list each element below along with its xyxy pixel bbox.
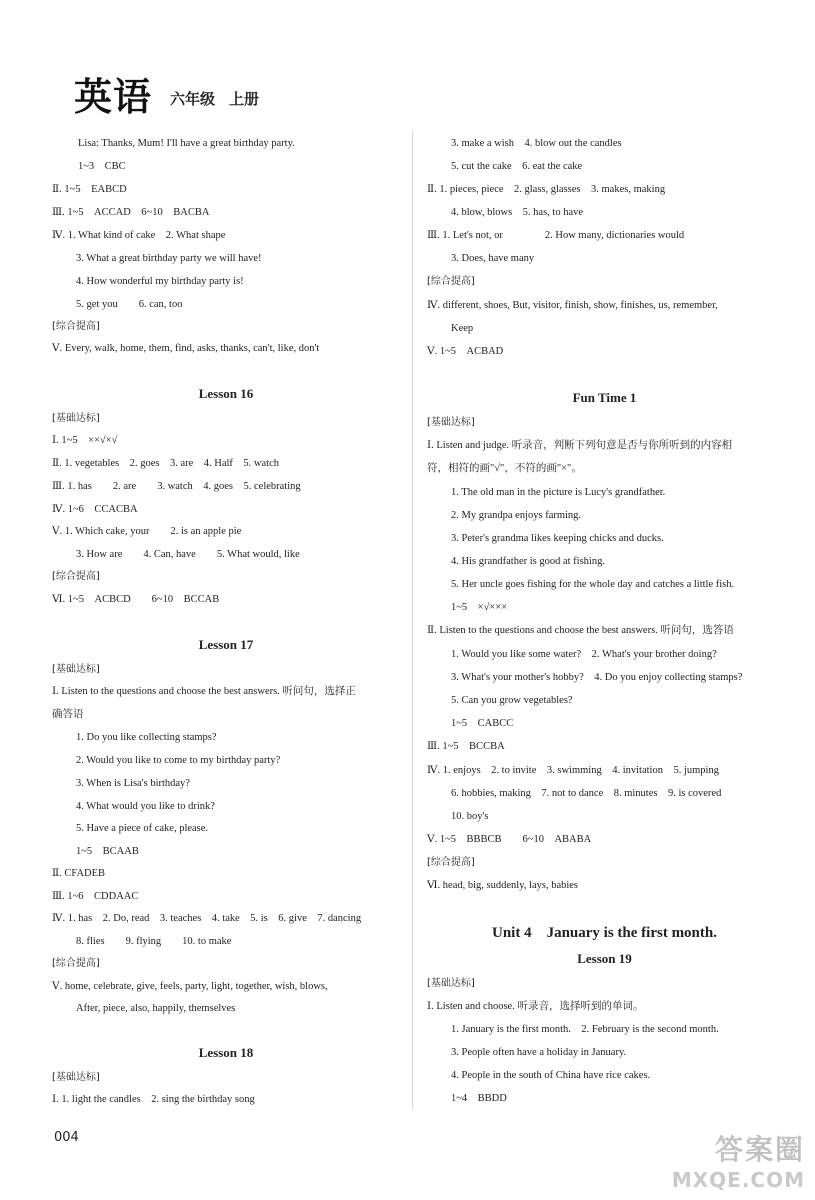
subject-title: 英语: [74, 75, 153, 119]
answer-line: 3. Does, have many: [451, 253, 535, 264]
answer-line: 4. What would you like to drink?: [76, 801, 215, 812]
answer-line: Ⅰ. 1. light the candles 2. sing the birthday song: [52, 1094, 255, 1105]
answer-line: 1~5 CABCC: [451, 718, 514, 729]
section-tag: [基础达标]: [52, 1072, 100, 1083]
answer-line: Ⅳ. 1. has 2. Do, read 3. teaches 4. take 5. is 6. give 7. dancing: [52, 913, 362, 924]
answer-line: 3. When is Lisa's birthday?: [76, 778, 190, 789]
answer-line: Ⅲ. 1~5 ACCAD 6~10 BACBA: [52, 207, 210, 218]
answer-line: Keep: [451, 323, 474, 334]
answer-line: 5. Have a piece of cake, please.: [76, 823, 209, 834]
answer-line: After, piece, also, happily, themselves: [76, 1003, 236, 1014]
answer-line: 8. flies 9. flying 10. to make: [76, 936, 232, 947]
column-divider: [412, 130, 413, 1110]
answer-line: 1. Do you like collecting stamps?: [76, 732, 217, 743]
section-tag: [基础达标]: [52, 664, 100, 675]
answer-line: Ⅴ. 1~5 ACBAD: [427, 346, 504, 357]
answer-line: 5. get you 6. can, too: [76, 299, 183, 310]
section-tag: [综合提高]: [52, 321, 100, 332]
answer-line: Ⅰ. Listen to the questions and choose the best answers. 听问句，选择正: [52, 686, 356, 697]
answer-line: Ⅲ. 1~6 CDDAAC: [52, 891, 139, 902]
answer-line: Ⅳ. different, shoes, But, visitor, finish, show, finishes, us, remember,: [427, 300, 718, 311]
answer-line: 1~5 ×√×××: [451, 602, 508, 613]
section-tag: [综合提高]: [52, 958, 100, 969]
answer-line: 1~3 CBC: [78, 161, 126, 172]
watermark: [672, 1128, 805, 1192]
answer-line: Ⅱ. 1. pieces, piece 2. glass, glasses 3. makes, making: [427, 184, 666, 195]
grade-label: [170, 88, 259, 109]
answer-line: 1~5 BCAAB: [76, 846, 139, 857]
answer-line: 1. January is the first month. 2. February is the second month.: [451, 1024, 719, 1035]
answer-line: 10. boy's: [451, 811, 489, 822]
answer-line: 5. cut the cake 6. eat the cake: [451, 161, 583, 172]
answer-line: Ⅲ. 1~5 BCCBA: [427, 741, 505, 752]
answer-line: 3. make a wish 4. blow out the candles: [451, 138, 622, 149]
answer-line: 确答语: [52, 709, 84, 720]
answer-line: Ⅴ. 1~5 BBBCB 6~10 ABABA: [427, 834, 592, 845]
answer-line: 3. How are 4. Can, have 5. What would, like: [76, 549, 300, 560]
answer-line: Ⅰ. 1~5 ××√×√: [52, 435, 118, 446]
answer-line: 1. Would you like some water? 2. What's your brother doing?: [451, 649, 717, 660]
answer-line: Ⅰ. Listen and choose. 听录音，选择听到的单词。: [427, 1001, 644, 1012]
answer-line: 2. My grandpa enjoys farming.: [451, 510, 582, 521]
page-number: 004: [54, 1130, 79, 1145]
page-header: [74, 66, 260, 119]
answer-line: Ⅱ. CFADEB: [52, 868, 106, 879]
answer-line: 3. Peter's grandma likes keeping chicks and ducks.: [451, 533, 664, 544]
answer-line: Ⅳ. 1. enjoys 2. to invite 3. swimming 4. invitation 5. jumping: [427, 765, 719, 776]
answer-line: 5. Can you grow vegetables?: [451, 695, 573, 706]
answer-line: Ⅱ. 1. vegetables 2. goes 3. are 4. Half 5. watch: [52, 458, 279, 469]
answer-line: Ⅲ. 1. Let's not, or 2. How many, dictionaries would: [427, 230, 685, 241]
lesson-heading: Fun Time 1: [572, 390, 637, 405]
answer-line: 2. Would you like to come to my birthday party?: [76, 755, 281, 766]
answer-line: Ⅴ. 1. Which cake, your 2. is an apple pie: [52, 526, 242, 537]
section-tag: [基础达标]: [52, 413, 100, 424]
answer-line: 5. Her uncle goes fishing for the whole day and catches a little fish.: [451, 579, 735, 590]
answer-line: 1~4 BBDD: [451, 1093, 507, 1104]
answer-line: 4. blow, blows 5. has, to have: [451, 207, 584, 218]
answer-line: Ⅱ. 1~5 EABCD: [52, 184, 127, 195]
answer-line: 3. People often have a holiday in January.: [451, 1047, 627, 1058]
unit-heading: Unit 4 January is the first month.: [491, 925, 717, 941]
answer-line: 符，相符的画"√"，不符的画"×"。: [427, 463, 582, 474]
lesson-heading: Lesson 19: [577, 951, 632, 966]
answer-line: Ⅰ. Listen and judge. 听录音，判断下列句意是否与你所听到的内容相: [427, 440, 733, 451]
answer-line: 3. What a great birthday party we will have!: [76, 253, 262, 264]
lesson-heading: Lesson 16: [198, 386, 254, 401]
answer-line: 1. The old man in the picture is Lucy's grandfather.: [451, 487, 666, 498]
section-tag: [基础达标]: [427, 978, 475, 989]
grade-text: 六年级: [170, 90, 216, 108]
answer-line: Ⅳ. 1~6 CCACBA: [52, 504, 138, 515]
answer-line: Ⅱ. Listen to the questions and choose the best answers. 听问句，选答语: [427, 625, 734, 636]
volume-text: 上册: [229, 90, 260, 108]
watermark-url: MXQE.COM: [671, 1168, 805, 1192]
answer-line: 3. What's your mother's hobby? 4. Do you enjoy collecting stamps?: [451, 672, 743, 683]
answer-line: Ⅵ. head, big, suddenly, lays, babies: [427, 880, 579, 891]
lesson-heading: Lesson 18: [198, 1045, 254, 1060]
answer-line: Ⅲ. 1. has 2. are 3. watch 4. goes 5. celebrating: [52, 481, 301, 492]
watermark-logo: 答案圈: [714, 1133, 805, 1166]
answer-line: 4. People in the south of China have rice cakes.: [451, 1070, 651, 1081]
section-tag: [基础达标]: [427, 417, 475, 428]
answer-line: 6. hobbies, making 7. not to dance 8. minutes 9. is covered: [451, 788, 722, 799]
answer-line: Ⅴ. Every, walk, home, them, find, asks, thanks, can't, like, don't: [52, 343, 320, 354]
answer-line: Lisa: Thanks, Mum! I'll have a great birthday party.: [78, 138, 295, 149]
section-tag: [综合提高]: [427, 857, 475, 868]
answer-line: Ⅵ. 1~5 ACBCD 6~10 BCCAB: [52, 594, 220, 605]
answer-line: 4. His grandfather is good at fishing.: [451, 556, 605, 567]
answer-line: Ⅴ. home, celebrate, give, feels, party, light, together, wish, blows,: [52, 981, 328, 992]
answer-line: 4. How wonderful my birthday party is!: [76, 276, 244, 287]
section-tag: [综合提高]: [427, 276, 475, 287]
answer-line: Ⅳ. 1. What kind of cake 2. What shape: [52, 230, 226, 241]
section-tag: [综合提高]: [52, 571, 100, 582]
lesson-heading: Lesson 17: [198, 637, 254, 652]
